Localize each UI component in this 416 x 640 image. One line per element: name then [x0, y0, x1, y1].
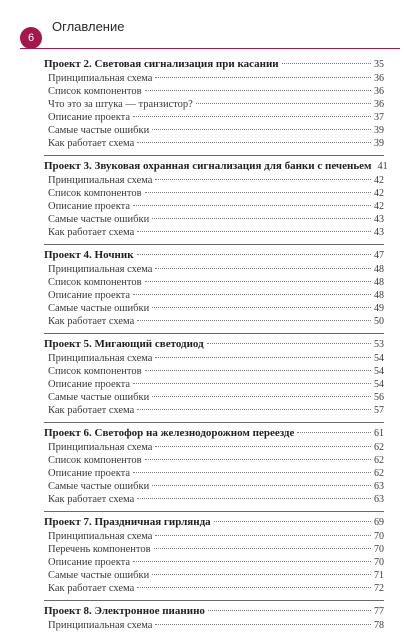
- toc-subentry[interactable]: [44, 213, 384, 226]
- toc-chapter-entry-label: Проект 8. Электронное пианино: [44, 605, 205, 617]
- toc-subentry[interactable]: [44, 530, 384, 543]
- toc-chapter-entry[interactable]: [44, 57, 384, 72]
- toc-subentry[interactable]: [44, 352, 384, 365]
- toc-section: [44, 515, 384, 601]
- toc-subentry[interactable]: [44, 315, 384, 328]
- dot-leader: [152, 129, 371, 130]
- page-number-badge: 6: [20, 27, 42, 49]
- toc-chapter-entry-label: Проект 3. Звуковая охранная сигнализация для банки с печеньем: [44, 160, 372, 172]
- toc-subentry-label: Как работает схема: [48, 227, 135, 238]
- toc-section: [44, 604, 384, 637]
- toc-subentry[interactable]: [44, 85, 384, 98]
- toc-subentry-page-number: 48: [374, 277, 384, 288]
- dot-leader: [152, 218, 371, 219]
- toc-section: [44, 426, 384, 512]
- toc-subentry-page-number: 42: [374, 175, 384, 186]
- toc-subentry-label: Как работает схема: [48, 583, 135, 594]
- toc-subentry-label: Список компонентов: [48, 277, 142, 288]
- toc-subentry[interactable]: [44, 391, 384, 404]
- dot-leader: [155, 268, 371, 269]
- dot-leader: [282, 63, 371, 64]
- toc-subentry-page-number: 63: [374, 494, 384, 505]
- toc-subentry[interactable]: [44, 441, 384, 454]
- toc-subentry-page-number: 50: [374, 316, 384, 327]
- toc-subentry[interactable]: [44, 200, 384, 213]
- toc-subentry[interactable]: [44, 226, 384, 239]
- toc-subentry-label: Принципиальная схема: [48, 353, 153, 364]
- toc-subentry-page-number: 39: [374, 138, 384, 149]
- toc-chapter-entry-page-number: 61: [374, 428, 384, 439]
- toc-subentry-label: Описание проекта: [48, 557, 131, 568]
- toc-chapter-entry[interactable]: [44, 426, 384, 441]
- toc-subentry[interactable]: [44, 302, 384, 315]
- toc-subentry-page-number: 49: [374, 303, 384, 314]
- dot-leader: [137, 142, 371, 143]
- toc-chapter-entry-page-number: 47: [374, 250, 384, 261]
- toc-subentry[interactable]: [44, 404, 384, 417]
- toc-subentry-page-number: 36: [374, 99, 384, 110]
- toc-subentry-label: Как работает схема: [48, 316, 135, 327]
- table-of-contents: [44, 57, 388, 640]
- toc-subentry[interactable]: [44, 543, 384, 556]
- dot-leader: [152, 396, 371, 397]
- dot-leader: [155, 179, 371, 180]
- toc-subentry-page-number: 42: [374, 201, 384, 212]
- toc-chapter-entry[interactable]: [44, 515, 384, 530]
- toc-subentry-label: Принципиальная схема: [48, 531, 153, 542]
- toc-chapter-entry[interactable]: [44, 604, 384, 619]
- toc-subentry-page-number: 36: [374, 86, 384, 97]
- toc-subentry[interactable]: [44, 72, 384, 85]
- dot-leader: [152, 485, 371, 486]
- dot-leader: [137, 320, 371, 321]
- toc-subentry-label: Перечень компонентов: [48, 544, 151, 555]
- toc-subentry-page-number: 54: [374, 353, 384, 364]
- toc-subentry-label: Самые частые ошибки: [48, 214, 150, 225]
- toc-subentry-page-number: 39: [374, 125, 384, 136]
- toc-chapter-entry[interactable]: [44, 337, 384, 352]
- toc-subentry-label: Список компонентов: [48, 455, 142, 466]
- toc-section: [44, 57, 384, 156]
- toc-subentry[interactable]: [44, 187, 384, 200]
- toc-subentry[interactable]: [44, 263, 384, 276]
- toc-subentry-label: Самые частые ошибки: [48, 570, 150, 581]
- dot-leader: [208, 610, 371, 611]
- toc-subentry[interactable]: [44, 124, 384, 137]
- toc-subentry-page-number: 48: [374, 290, 384, 301]
- toc-subentry[interactable]: [44, 480, 384, 493]
- toc-subentry-label: Принципиальная схема: [48, 175, 153, 186]
- toc-subentry-label: Самые частые ошибки: [48, 392, 150, 403]
- toc-subentry-page-number: 63: [374, 481, 384, 492]
- toc-chapter-entry-label: Проект 5. Мигающий светодиод: [44, 338, 204, 350]
- dot-leader: [137, 587, 371, 588]
- toc-subentry-label: Что это за штука — транзистор?: [48, 99, 193, 110]
- dot-leader: [155, 624, 371, 625]
- dot-leader: [155, 535, 371, 536]
- toc-subentry-label: Самые частые ошибки: [48, 481, 150, 492]
- toc-subentry-label: Как работает схема: [48, 494, 135, 505]
- toc-subentry-label: Список компонентов: [48, 86, 142, 97]
- toc-subentry-page-number: 57: [374, 405, 384, 416]
- toc-subentry[interactable]: [44, 556, 384, 569]
- dot-leader: [145, 459, 371, 460]
- toc-subentry-page-number: 48: [374, 264, 384, 275]
- dot-leader: [145, 370, 371, 371]
- toc-section: [44, 337, 384, 423]
- toc-chapter-entry-page-number: 69: [374, 517, 384, 528]
- toc-chapter-entry[interactable]: [44, 248, 384, 263]
- toc-subentry-page-number: 54: [374, 366, 384, 377]
- header-title: Оглавление: [52, 19, 125, 34]
- dot-leader: [137, 231, 371, 232]
- toc-subentry-label: Описание проекта: [48, 112, 131, 123]
- toc-subentry-page-number: 70: [374, 557, 384, 568]
- toc-subentry[interactable]: [44, 454, 384, 467]
- toc-chapter-entry-page-number: 35: [374, 59, 384, 70]
- toc-subentry-page-number: 56: [374, 392, 384, 403]
- toc-subentry-page-number: 78: [374, 620, 384, 631]
- toc-subentry[interactable]: [44, 378, 384, 391]
- dot-leader: [154, 548, 371, 549]
- toc-subentry[interactable]: [44, 111, 384, 124]
- dot-leader: [145, 90, 371, 91]
- dot-leader: [155, 446, 371, 447]
- header-divider: [20, 48, 400, 49]
- toc-section: [44, 159, 388, 245]
- toc-chapter-entry-page-number: 41: [377, 161, 388, 172]
- toc-subentry-page-number: 42: [374, 188, 384, 199]
- toc-chapter-entry-page-number: 53: [374, 339, 384, 350]
- dot-leader: [152, 574, 371, 575]
- toc-subentry-label: Самые частые ошибки: [48, 303, 150, 314]
- toc-chapter-entry[interactable]: [44, 159, 388, 174]
- dot-leader: [137, 254, 371, 255]
- toc-subentry[interactable]: [44, 174, 384, 187]
- dot-leader: [133, 561, 371, 562]
- toc-subentry-page-number: 37: [374, 112, 384, 123]
- toc-subentry-page-number: 43: [374, 214, 384, 225]
- toc-chapter-entry-label: Проект 2. Световая сигнализация при касании: [44, 58, 279, 70]
- toc-subentry[interactable]: [44, 467, 384, 480]
- toc-subentry-label: Описание проекта: [48, 468, 131, 479]
- toc-subentry-label: Список компонентов: [48, 188, 142, 199]
- dot-leader: [155, 77, 371, 78]
- page-header: [0, 0, 416, 48]
- toc-chapter-entry-label: Проект 7. Праздничная гирлянда: [44, 516, 211, 528]
- dot-leader: [145, 192, 371, 193]
- toc-subentry-page-number: 71: [374, 570, 384, 581]
- toc-subentry[interactable]: [44, 137, 384, 150]
- dot-leader: [196, 103, 371, 104]
- toc-subentry[interactable]: [44, 365, 384, 378]
- toc-chapter-entry-page-number: 77: [374, 606, 384, 617]
- dot-leader: [133, 205, 371, 206]
- dot-leader: [214, 521, 371, 522]
- toc-subentry-page-number: 70: [374, 531, 384, 542]
- toc-subentry[interactable]: [44, 493, 384, 506]
- toc-subentry-page-number: 62: [374, 442, 384, 453]
- toc-subentry-label: Как работает схема: [48, 138, 135, 149]
- dot-leader: [133, 472, 371, 473]
- toc-subentry-label: Описание проекта: [48, 201, 131, 212]
- dot-leader: [145, 281, 371, 282]
- toc-subentry-label: Принципиальная схема: [48, 620, 153, 631]
- toc-subentry[interactable]: [44, 582, 384, 595]
- toc-subentry-page-number: 43: [374, 227, 384, 238]
- toc-subentry[interactable]: [44, 619, 384, 632]
- toc-subentry-label: Принципиальная схема: [48, 73, 153, 84]
- toc-subentry[interactable]: [44, 289, 384, 302]
- toc-subentry-page-number: 62: [374, 455, 384, 466]
- toc-subentry-label: Список компонентов: [48, 366, 142, 377]
- toc-subentry-label: Принципиальная схема: [48, 442, 153, 453]
- dot-leader: [133, 383, 371, 384]
- toc-subentry[interactable]: [44, 276, 384, 289]
- dot-leader: [207, 343, 371, 344]
- toc-subentry-page-number: 54: [374, 379, 384, 390]
- dot-leader: [152, 307, 371, 308]
- dot-leader: [133, 116, 371, 117]
- toc-subentry-label: Описание проекта: [48, 290, 131, 301]
- dot-leader: [133, 294, 371, 295]
- dot-leader: [137, 498, 371, 499]
- toc-subentry[interactable]: [44, 569, 384, 582]
- toc-chapter-entry-label: Проект 4. Ночник: [44, 249, 134, 261]
- toc-subentry-label: Самые частые ошибки: [48, 125, 150, 136]
- toc-subentry-page-number: 72: [374, 583, 384, 594]
- toc-subentry-label: Описание проекта: [48, 379, 131, 390]
- dot-leader: [137, 409, 371, 410]
- toc-chapter-entry-label: Проект 6. Светофор на железнодорожном переезде: [44, 427, 295, 439]
- toc-subentry-page-number: 62: [374, 468, 384, 479]
- toc-subentry-label: Как работает схема: [48, 405, 135, 416]
- toc-subentry-page-number: 36: [374, 73, 384, 84]
- toc-section: [44, 248, 384, 334]
- toc-subentry-page-number: 70: [374, 544, 384, 555]
- dot-leader: [155, 357, 371, 358]
- toc-subentry-label: Принципиальная схема: [48, 264, 153, 275]
- toc-subentry[interactable]: [44, 98, 384, 111]
- dot-leader: [297, 432, 371, 433]
